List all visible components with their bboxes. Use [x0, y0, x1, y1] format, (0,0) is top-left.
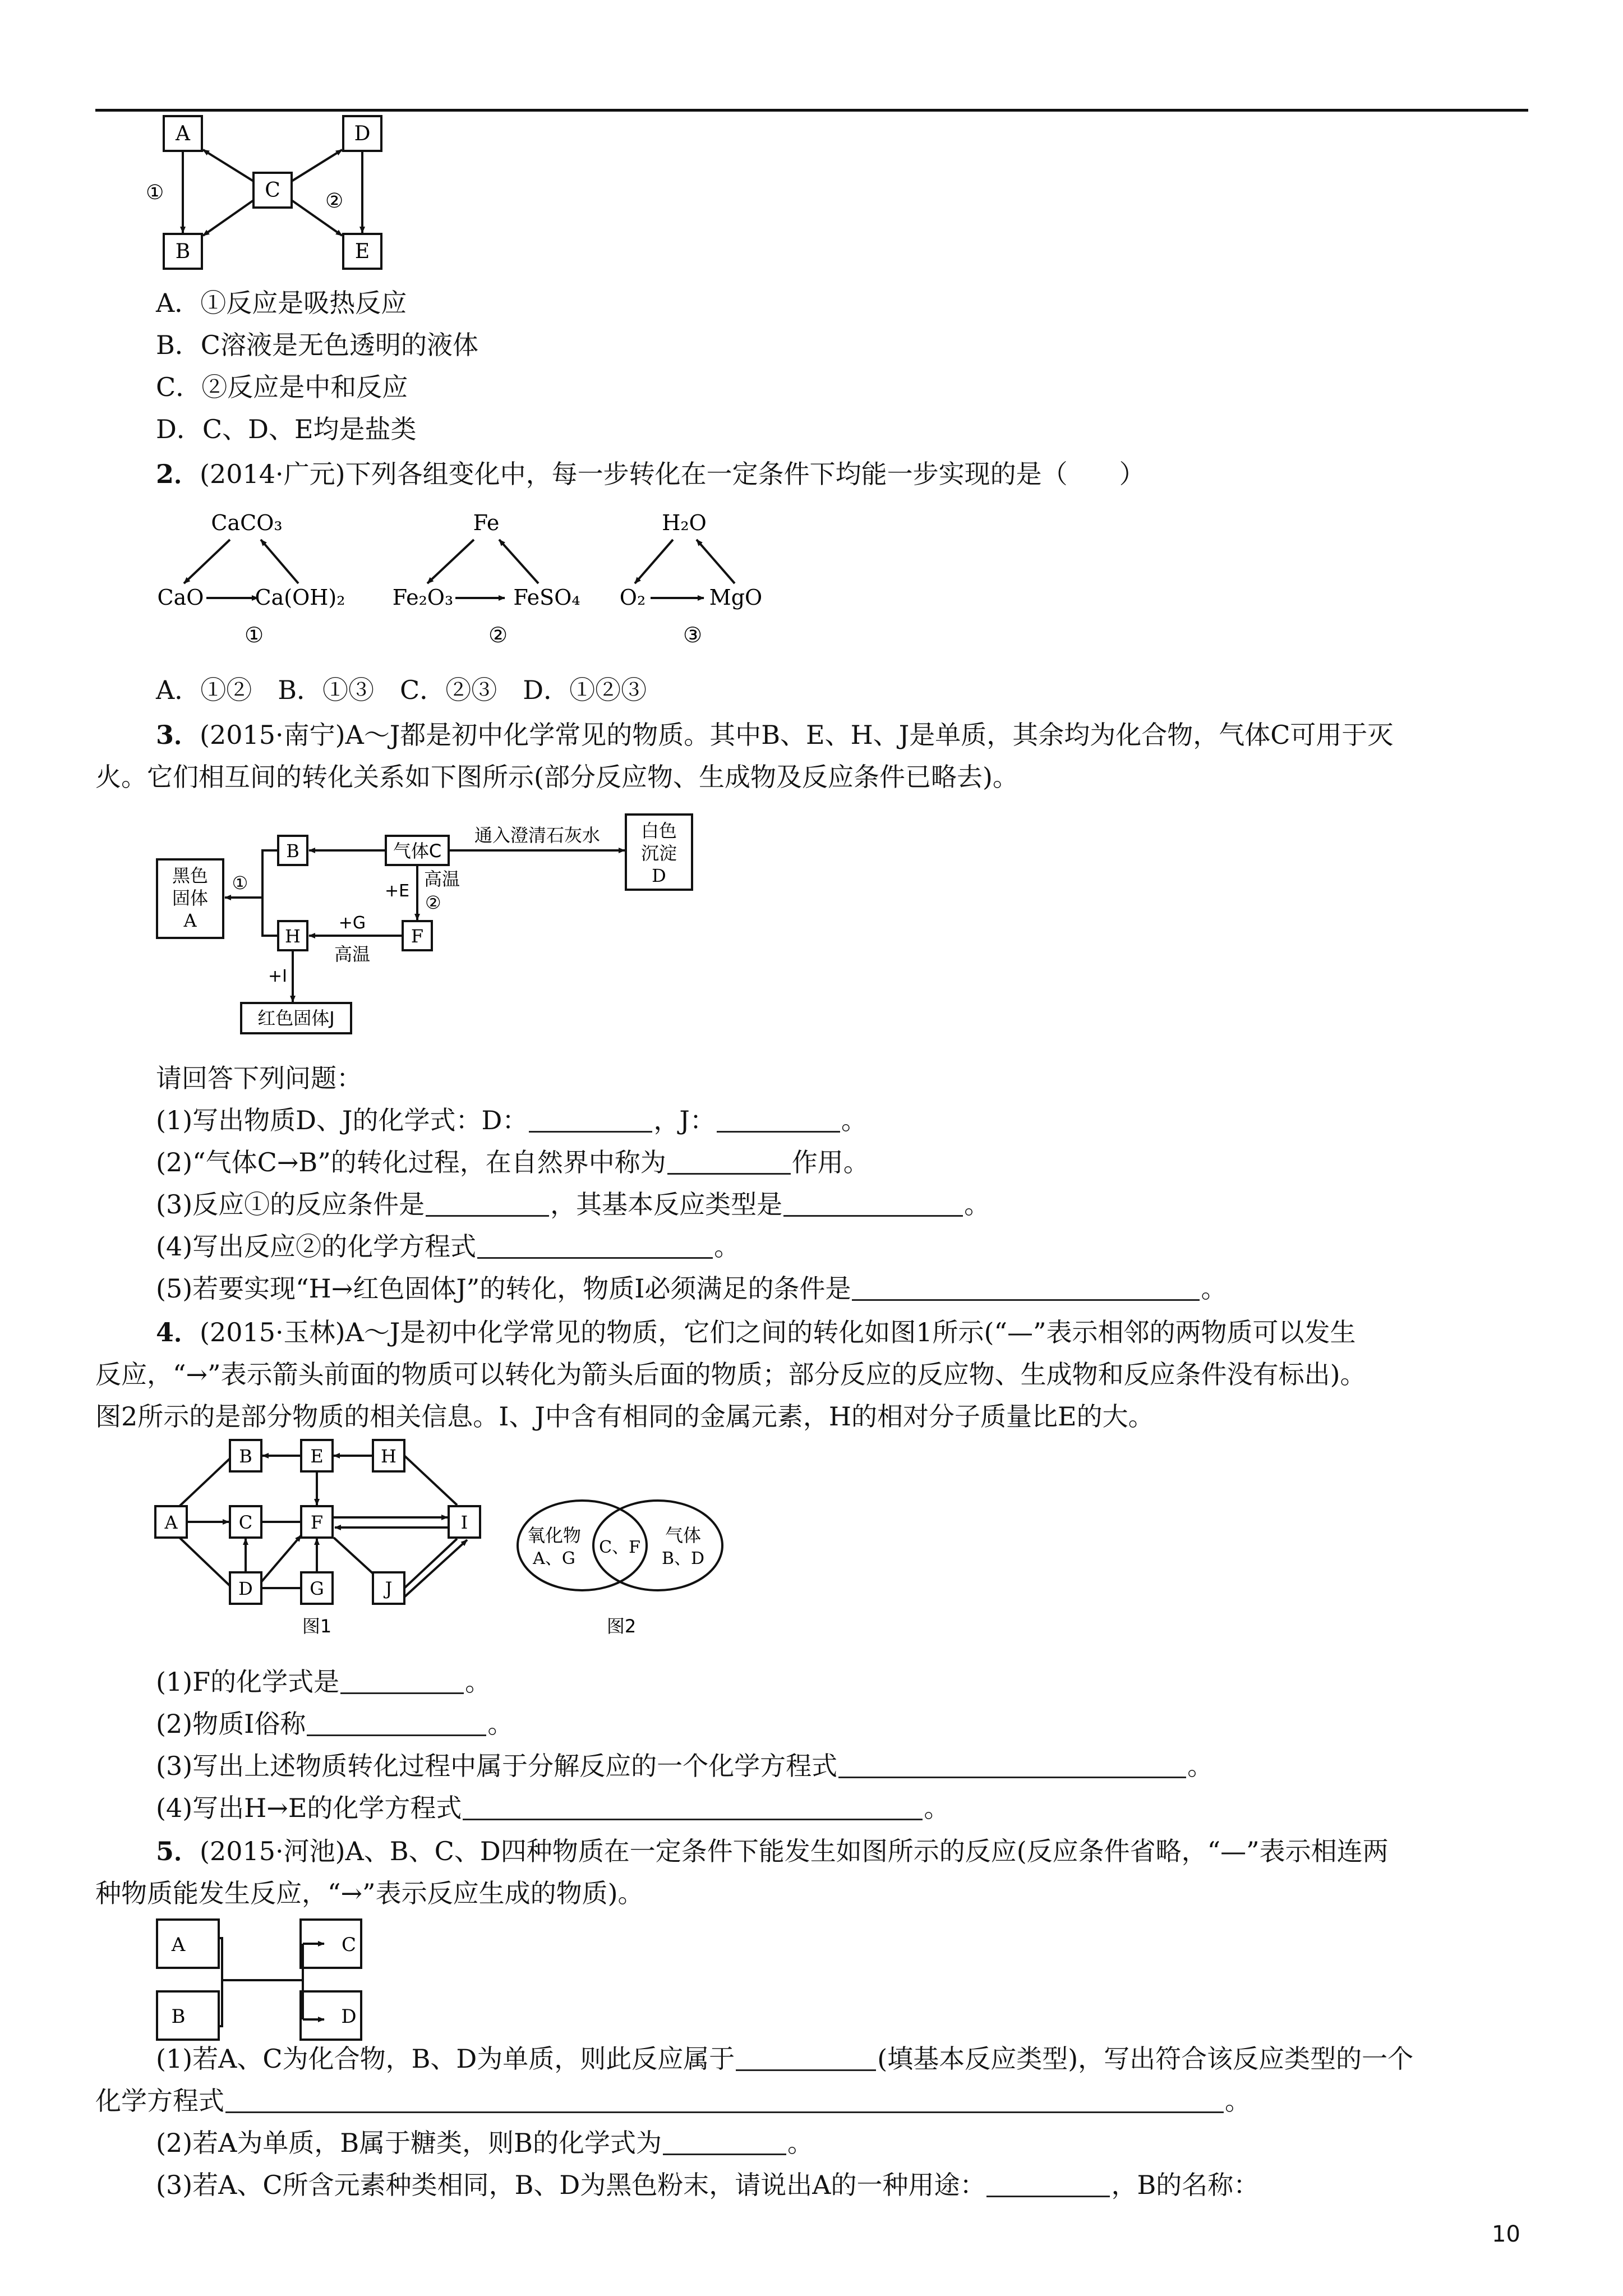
q3-blank-condition[interactable]: [426, 1190, 549, 1217]
q2-stem: [156, 457, 1145, 491]
q4-blank-equation-2[interactable]: [463, 1794, 923, 1820]
q3-p4-text-a: (4)写出反应②的化学方程式: [156, 1231, 477, 1262]
q5-stem-text-1: (2015·河池)A、B、C、D四种物质在一定条件下能发生如图所示的反应(反应条件省略，“—”表示相连两: [200, 1836, 1389, 1866]
q4-oxide-title: 氧化物: [527, 1525, 582, 1546]
q3-p5-text-a: (5)若要实现“H→红色固体J”的转化，物质I必须满足的条件是: [156, 1273, 851, 1304]
q4-p3-text-a: (3)写出上述物质转化过程中属于分解反应的一个化学方程式: [156, 1751, 838, 1781]
q4-gas-members: B、D: [661, 1549, 705, 1568]
q3-stem-1: [156, 718, 1393, 752]
q3-label-j: 红色固体J: [257, 1007, 335, 1029]
q5-p1-text-d: 。: [1225, 2086, 1251, 2116]
q4-p1-text-b: 。: [465, 1667, 491, 1697]
q3-number: 3．: [156, 720, 200, 750]
q2-g3-arrow-right-top: [697, 540, 735, 583]
q4-number: 4．: [156, 1317, 200, 1347]
q5-number: 5．: [156, 1836, 200, 1866]
q2-stem-text: (2014·广元)下列各组变化中，每一步转化在一定条件下均能一步实现的是（ ）: [200, 459, 1145, 489]
q3-label-c: 气体C: [393, 840, 442, 862]
q3-p5-text-b: 。: [1201, 1273, 1227, 1304]
q1-label-c: C: [265, 179, 280, 202]
q1-option-a: A．①反应是吸热反应: [156, 288, 407, 318]
q5-blank-equation[interactable]: [225, 2087, 1224, 2113]
q5-label-d: D: [341, 2005, 357, 2028]
q4-arrow-j-i: [404, 1540, 467, 1597]
q2-g3-top: H₂O: [662, 510, 707, 535]
q4-figure-1-caption: 图1: [302, 1616, 332, 1637]
q2-g1-arrow-top-left: [184, 540, 230, 583]
header-rule: [95, 109, 1528, 112]
q5-blank-formula[interactable]: [663, 2129, 786, 2155]
q2-g3-left: O₂: [619, 585, 646, 610]
q4-stem-text-1: (2015·玉林)A～J是初中化学常见的物质，它们之间的转化如图1所示(“—”表示相邻的两物质可以发生: [200, 1317, 1356, 1347]
q2-g2-label: ②: [488, 623, 508, 647]
page-number: 10: [1492, 2221, 1520, 2247]
q4-overlap-members: C、F: [599, 1538, 640, 1557]
q4-label-j: J: [385, 1578, 393, 1599]
q1-arrow-c-b: [203, 200, 253, 236]
q1-arrow-c-a: [203, 150, 253, 181]
q1-label-a: A: [176, 122, 190, 145]
q2-g1-left: CaO: [157, 585, 204, 610]
q1-diagram: [146, 115, 398, 283]
q3-plus-e: +E: [385, 881, 410, 901]
q5-stem-1: [156, 1834, 1389, 1868]
q3-bracket-b-h: [262, 850, 278, 936]
q3-p4-text-b: 。: [714, 1231, 740, 1262]
q4-label-b: B: [239, 1446, 252, 1467]
q5-stem-2: 种物质能发生反应，“→”表示反应生成的物质)。: [95, 1878, 644, 1908]
q4-line-a-d: [179, 1538, 230, 1586]
q3-p1-text-c: 。: [841, 1105, 867, 1135]
q2-g2-right: FeSO₄: [513, 585, 580, 610]
q5-p1-text-b: (填基本反应类型)，写出符合该反应类型的一个: [877, 2044, 1414, 2074]
q4-part-1: [156, 1665, 491, 1699]
q3-plus-g: +G: [338, 913, 366, 933]
q3-p2-text-b: 作用。: [791, 1147, 869, 1177]
q4-gas-title: 气体: [665, 1525, 702, 1546]
q4-stem-1: [156, 1315, 1356, 1349]
q5-box-b: [157, 1991, 219, 2040]
q4-line-j-f: [334, 1538, 373, 1573]
q3-d-line1: 白色: [640, 820, 677, 841]
q2-g2-arrow-right-top: [499, 540, 538, 583]
q4-label-e: E: [310, 1446, 324, 1467]
q1-label-b: B: [175, 240, 191, 263]
q3-blank-equation[interactable]: [477, 1232, 713, 1259]
q3-blank-type[interactable]: [783, 1190, 963, 1217]
q3-plus-i: +I: [268, 967, 287, 986]
q1-reaction-2: ②: [325, 190, 344, 213]
q3-part-3: [156, 1188, 990, 1221]
q5-p3-text-b: ，B的名称：: [1111, 2170, 1260, 2200]
q3-a-line2: 固体: [172, 887, 209, 909]
q2-options: A．①② B．①③ C．②③ D．①②③: [156, 675, 647, 705]
q2-diagram: [151, 505, 768, 651]
q1-option-c: C．②反应是中和反应: [156, 372, 408, 402]
q5-part-2: [156, 2126, 813, 2160]
q3-part-4: [156, 1230, 740, 1263]
q4-blank-f[interactable]: [340, 1668, 464, 1694]
q3-stem-2: 火。它们相互间的转化关系如下图所示(部分反应物、生成物及反应条件已略去)。: [95, 762, 1018, 792]
q3-c-d-condition: 通入澄清石灰水: [474, 825, 601, 846]
q2-g2-left: Fe₂O₃: [392, 585, 454, 610]
q3-part-5: [156, 1272, 1227, 1305]
q2-g1-right: Ca(OH)₂: [255, 585, 345, 610]
q4-line-a-b: [179, 1458, 230, 1506]
q2-g1-top: CaCO₃: [211, 510, 283, 535]
q5-box-a: [157, 1920, 219, 1968]
q3-reaction-2: ②: [425, 892, 441, 913]
q4-label-f: F: [310, 1512, 324, 1533]
q3-d-line3: D: [652, 865, 666, 886]
q2-g1-label: ①: [244, 623, 264, 647]
q5-p2-text-b: 。: [787, 2128, 813, 2158]
q3-diagram: [156, 813, 728, 1049]
q5-part-1-cont: [95, 2084, 1251, 2118]
q4-stem-3: 图2所示的是部分物质的相关信息。I、J中含有相同的金属元素，H的相对分子质量比E的大。: [95, 1401, 1154, 1432]
q4-oxide-members: A、G: [533, 1549, 575, 1568]
q3-high-temp-2: 高温: [334, 944, 371, 965]
q2-g3-arrow-top-left: [635, 540, 673, 583]
q1-option-b: B．C溶液是无色透明的液体: [156, 330, 478, 360]
q1-label-e: E: [354, 240, 370, 263]
q1-label-d: D: [354, 122, 371, 145]
q1-arrow-c-d: [292, 150, 342, 181]
q5-p2-text-a: (2)若A为单质，B属于糖类，则B的化学式为: [156, 2128, 662, 2158]
q3-blank-j[interactable]: [717, 1106, 840, 1133]
q3-p1-text-a: (1)写出物质D、J的化学式：D：: [156, 1105, 528, 1135]
q5-p1-text-c: 化学方程式: [95, 2086, 224, 2116]
q4-line-h-i: [404, 1456, 457, 1505]
q4-figure-2: [515, 1498, 728, 1635]
q3-intro: 请回答下列问题：: [156, 1063, 362, 1093]
q4-p1-text-a: (1)F的化学式是: [156, 1667, 340, 1697]
q2-g2-top: Fe: [473, 510, 500, 535]
q3-blank-condition-i[interactable]: [852, 1274, 1200, 1301]
q4-blank-name[interactable]: [307, 1710, 486, 1736]
q4-p4-text-b: 。: [924, 1793, 950, 1823]
q4-label-a: A: [164, 1512, 178, 1533]
q3-a-line1: 黑色: [172, 865, 209, 886]
q3-blank-d[interactable]: [529, 1106, 652, 1133]
q2-g1-arrow-right-top: [261, 540, 298, 583]
q3-p3-text-b: ，其基本反应类型是: [550, 1189, 783, 1220]
q3-high-temp-1: 高温: [424, 868, 460, 890]
q3-p3-text-c: 。: [964, 1189, 990, 1220]
q3-reaction-1: ①: [232, 872, 248, 894]
q3-a-line3: A: [183, 910, 197, 931]
q3-label-f: F: [411, 926, 424, 947]
q5-blank-use[interactable]: [986, 2171, 1110, 2197]
q4-stem-2: 反应，“→”表示箭头前面的物质可以转化为箭头后面的物质；部分反应的反应物、生成物和反应条件没有标出)。: [95, 1359, 1366, 1389]
q4-part-3: [156, 1749, 1213, 1783]
q5-label-a: A: [171, 1934, 186, 1956]
q4-label-h: H: [381, 1446, 396, 1467]
q3-part-1: [156, 1103, 867, 1137]
q2-g3-label: ③: [683, 623, 703, 647]
q3-d-line2: 沉淀: [640, 843, 677, 864]
q3-blank-process[interactable]: [667, 1148, 791, 1175]
q4-blank-equation-1[interactable]: [838, 1752, 1186, 1778]
q5-part-3: [156, 2168, 1259, 2202]
q4-label-d: D: [238, 1578, 253, 1599]
q5-p3-text-a: (3)若A、C所含元素种类相同，B、D为黑色粉末，请说出A的一种用途：: [156, 2170, 986, 2200]
q2-g3-right: MgO: [709, 585, 763, 610]
q4-part-2: [156, 1707, 513, 1741]
q4-label-g: G: [310, 1578, 324, 1599]
q4-line-j-i-1: [404, 1539, 457, 1588]
q2-number: 2．: [156, 459, 200, 489]
q3-p2-text-a: (2)“气体C→B”的转化过程，在自然界中称为: [156, 1147, 666, 1177]
q3-p3-text-a: (3)反应①的反应条件是: [156, 1189, 425, 1220]
q1-reaction-1: ①: [146, 181, 164, 204]
q4-part-4: [156, 1791, 949, 1825]
q4-figure-1: [154, 1439, 502, 1646]
q4-label-c: C: [238, 1512, 253, 1533]
q5-label-b: B: [171, 2005, 186, 2028]
q3-part-2: [156, 1145, 869, 1179]
q5-p1-text-a: (1)若A、C为化合物，B、D为单质，则此反应属于: [156, 2044, 735, 2074]
q5-diagram: [156, 1918, 380, 2053]
q4-p2-text-b: 。: [487, 1709, 514, 1739]
q3-stem-text-1: (2015·南宁)A～J都是初中化学常见的物质。其中B、E、H、J是单质，其余均为化合物，气体C可用于灭: [200, 720, 1394, 750]
q5-blank-type[interactable]: [736, 2045, 876, 2071]
q4-label-i: I: [460, 1512, 468, 1533]
q3-label-h: H: [285, 926, 301, 947]
q5-label-c: C: [341, 1934, 357, 1956]
q3-p1-text-b: ，J：: [653, 1105, 716, 1135]
q4-p3-text-b: 。: [1187, 1751, 1214, 1781]
q4-arrow-d-f: [261, 1535, 301, 1582]
q1-option-d: D．C、D、E均是盐类: [156, 414, 417, 444]
q4-figure-2-caption: 图2: [606, 1616, 637, 1637]
q2-g2-arrow-top-left: [427, 540, 474, 583]
q4-p2-text-a: (2)物质I俗称: [156, 1709, 306, 1739]
q3-label-b: B: [286, 840, 299, 862]
q4-p4-text-a: (4)写出H→E的化学方程式: [156, 1793, 462, 1823]
q5-part-1: [156, 2042, 1413, 2076]
